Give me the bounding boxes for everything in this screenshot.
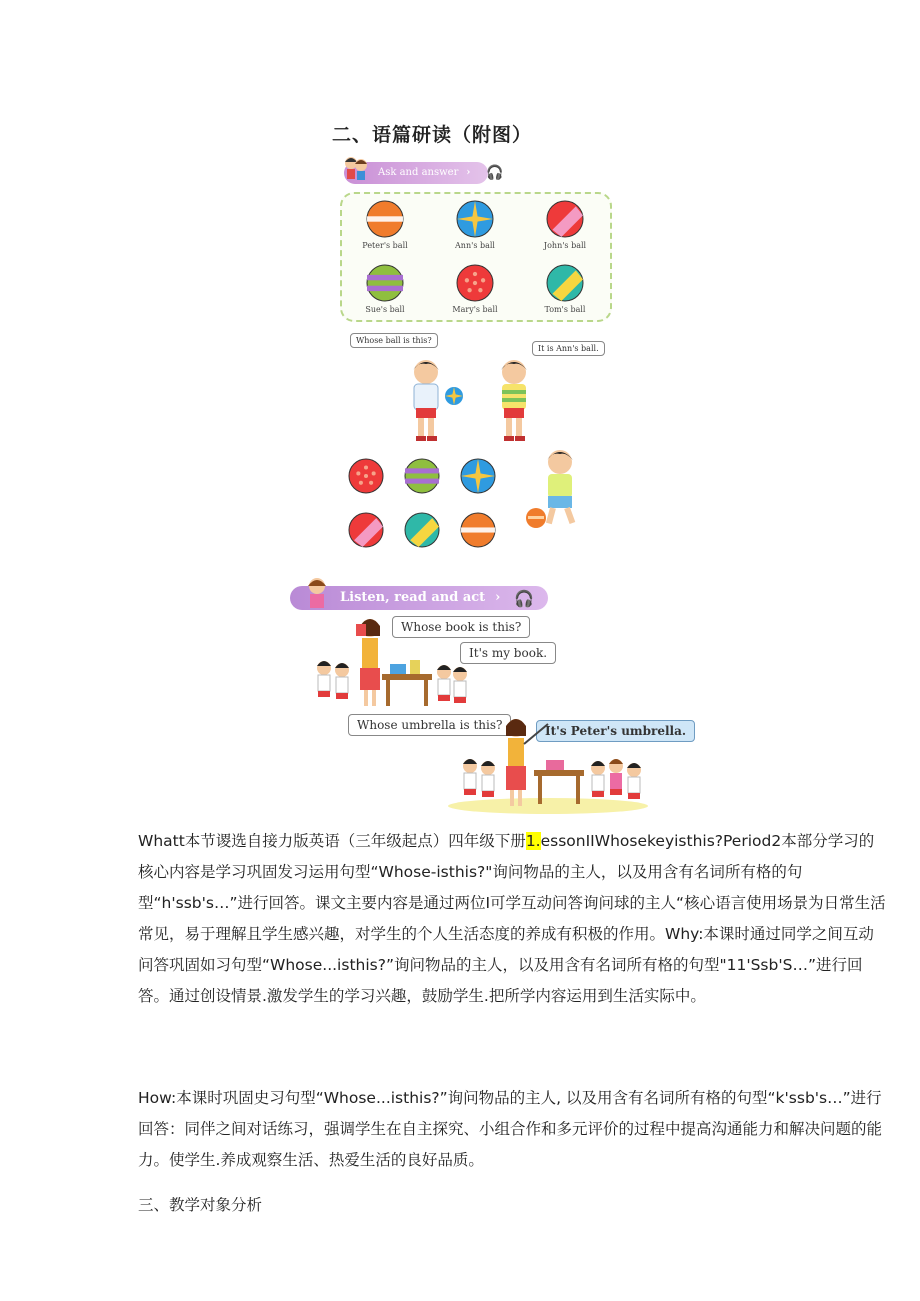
loose-ball-icon bbox=[348, 512, 384, 552]
highlighted-text: 1. bbox=[525, 832, 541, 850]
speech-bubble-question: Whose ball is this? bbox=[350, 333, 438, 348]
paragraph-text-start: Whatt本节谡选自接力版英语（三年级起点）四年级下册 bbox=[138, 832, 526, 850]
ball-item bbox=[342, 200, 428, 250]
boy-answering-illustration bbox=[486, 356, 546, 444]
speech-bubble-peters-umbrella: It's Peter's umbrella. bbox=[536, 720, 695, 742]
paragraph-what-why bbox=[138, 826, 888, 1012]
loose-ball-icon bbox=[404, 458, 440, 498]
ball-icon bbox=[342, 264, 428, 302]
ball-icon bbox=[432, 264, 518, 302]
banner-label: Ask and answer bbox=[378, 167, 459, 178]
ball-icon bbox=[522, 264, 608, 302]
chevron-right-icon: › bbox=[495, 590, 501, 605]
ball-caption: Tom's ball bbox=[544, 305, 586, 314]
speech-bubble-answer: It is Ann's ball. bbox=[532, 341, 605, 356]
classroom-book-scene-illustration bbox=[302, 612, 472, 712]
section-heading-student-analysis: 三、教学对象分析 bbox=[138, 1196, 263, 1214]
paragraph-text-rest: essonIIWhosekeyisthis?Period2本部分学习的核心内容是学习巩固发习运用句型“Whose-isthis?"询问物品的主人，以及用含有名词所有格的句型“h'ssb's…”进行回答。课文主要内容是通过两位I可学互动问答询问球的主人“核心语言使用场景为日常生活常见，易于理解且学生感兴趣，对学生的个人生活态度的养成有积极的作用。Why:本课时通过同学之间互动问答巩固如习句型“Whose...isthis?”询问物品的主人，以及用含有名词所有格的句型"11'Ssb'S…”进行回答。通过创设情景.激发学生的学习兴趣，鼓励学生.把所学内容运用到生活实际中。 bbox=[138, 832, 886, 1005]
loose-ball-icon bbox=[348, 458, 384, 498]
ball-caption: Peter's ball bbox=[362, 241, 408, 250]
chevron-right-icon: › bbox=[466, 167, 471, 178]
ball-item bbox=[522, 200, 608, 250]
ball-icon bbox=[522, 200, 608, 238]
paragraph-how: How:本课时巩固史习句型“Whose...isthis?”询问物品的主人, 以及用含有名词所有格的句型“k'ssb's…”进行回答：同伴之间对话练习，强调学生在自主探究、小组合作和多元评价的过程中提高沟通能力和解决问题的能力。使学生.养成观察生活、热爱生活的良好品质。 bbox=[138, 1089, 883, 1169]
classroom-umbrella-scene-illustration bbox=[448, 714, 648, 814]
speech-bubble-whose-book: Whose book is this? bbox=[392, 616, 530, 638]
headphone-icon: 🎧 bbox=[514, 589, 534, 608]
section-heading-discourse-study: 二、语篇研读（附图） bbox=[332, 124, 533, 146]
ball-caption: John's ball bbox=[543, 241, 587, 250]
ball-icon bbox=[432, 200, 518, 238]
girl-mascot-icon bbox=[300, 576, 334, 612]
boy-kicking-ball-illustration bbox=[526, 446, 592, 532]
ball-item bbox=[432, 264, 518, 314]
banner-label: Listen, read and act bbox=[340, 590, 486, 605]
ball-item bbox=[342, 264, 428, 314]
headphone-icon: 🎧 bbox=[486, 165, 504, 181]
ball-item bbox=[432, 200, 518, 250]
speech-bubble-whose-umbrella: Whose umbrella is this? bbox=[348, 714, 511, 736]
loose-ball-icon bbox=[460, 512, 496, 552]
ball-caption: Ann's ball bbox=[455, 241, 495, 250]
speech-bubble-my-book: It's my book. bbox=[460, 642, 556, 664]
figure-listen-read-act bbox=[288, 576, 687, 818]
ball-item bbox=[522, 264, 608, 314]
ball-caption: Sue's ball bbox=[365, 305, 405, 314]
boy-holding-ball-illustration bbox=[396, 356, 476, 444]
ball-caption: Mary's ball bbox=[452, 305, 498, 314]
kids-icon bbox=[342, 154, 370, 182]
loose-ball-icon bbox=[404, 512, 440, 552]
loose-ball-icon bbox=[460, 458, 496, 498]
ball-icon bbox=[342, 200, 428, 238]
figure-ask-and-answer bbox=[336, 158, 616, 553]
